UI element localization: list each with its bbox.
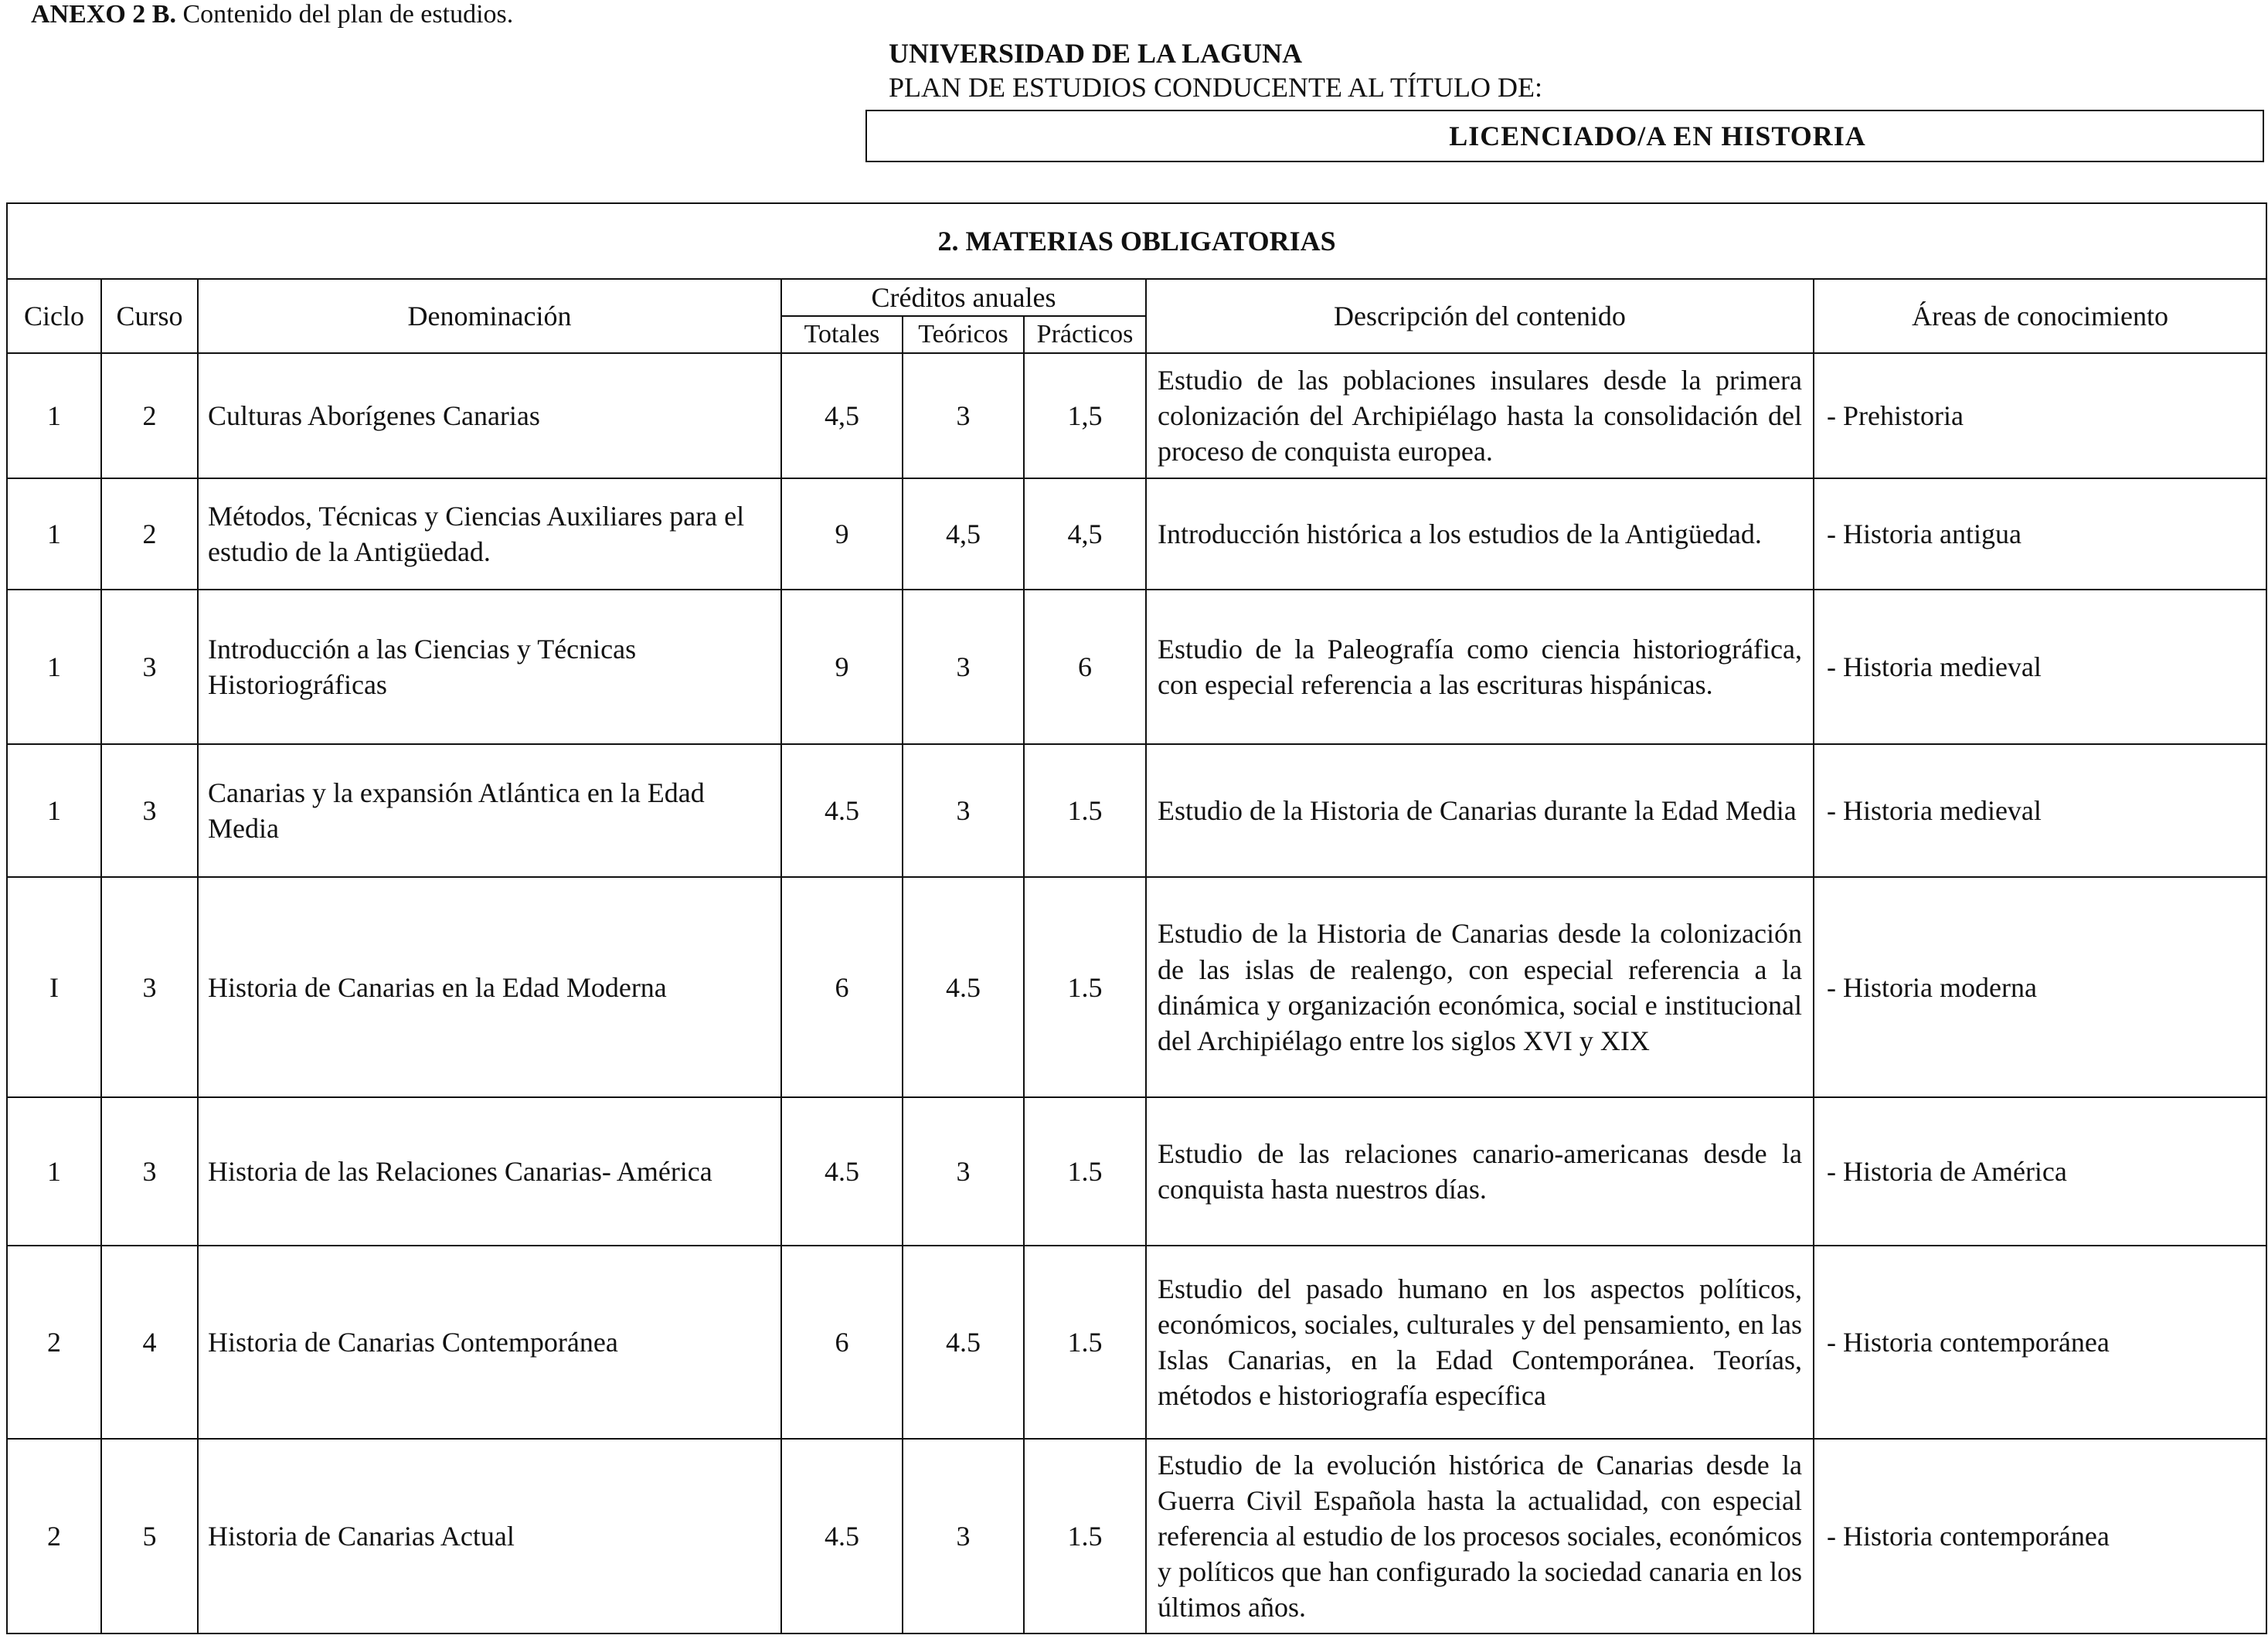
cell-totales: 4,5 bbox=[781, 353, 903, 478]
cell-denominacion: Historia de Canarias en la Edad Moderna bbox=[198, 877, 781, 1097]
cell-descripcion: Estudio de la Paleografía como ciencia historiográfica, con especial referencia a las escrituras hispánicas. bbox=[1146, 590, 1814, 744]
cell-ciclo: 1 bbox=[7, 744, 101, 877]
cell-totales: 4.5 bbox=[781, 744, 903, 877]
cell-curso: 2 bbox=[101, 353, 198, 478]
cell-curso: 2 bbox=[101, 478, 198, 590]
cell-descripcion: Estudio de la evolución histórica de Canarias desde la Guerra Civil Española hasta la actualidad, con especial referencia al estudio de los procesos sociales, económicos y políticos que han configurado la sociedad canaria en los últimos años. bbox=[1146, 1439, 1814, 1634]
cell-totales: 6 bbox=[781, 1246, 903, 1439]
cell-ciclo: 1 bbox=[7, 590, 101, 744]
table-row bbox=[7, 1097, 2266, 1246]
degree-title: LICENCIADO/A EN HISTORIA bbox=[1449, 121, 1866, 151]
col-header-practicos: Prácticos bbox=[1024, 316, 1146, 353]
annex-text: Contenido del plan de estudios. bbox=[182, 0, 514, 29]
cell-teoricos: 4.5 bbox=[903, 1246, 1024, 1439]
cell-practicos: 1.5 bbox=[1024, 877, 1146, 1097]
cell-teoricos: 3 bbox=[903, 1097, 1024, 1246]
cell-teoricos: 3 bbox=[903, 590, 1024, 744]
cell-curso: 4 bbox=[101, 1246, 198, 1439]
cell-descripcion: Estudio del pasado humano en los aspectos políticos, económicos, sociales, culturales y del pensamiento, en las Islas Canarias, en la Edad Contemporánea. Teorías, métodos e historiografía específica bbox=[1146, 1246, 1814, 1439]
table-row bbox=[7, 877, 2266, 1097]
cell-curso: 3 bbox=[101, 1097, 198, 1246]
cell-teoricos: 3 bbox=[903, 353, 1024, 478]
cell-descripcion: Estudio de la Historia de Canarias desde la colonización de las islas de realengo, con especial referencia a la dinámica y organización económica, social e institucional del Archipiélago entre los siglos XVI y XIX bbox=[1146, 877, 1814, 1097]
col-header-descripcion: Descripción del contenido bbox=[1146, 279, 1814, 353]
cell-denominacion: Historia de Canarias Contemporánea bbox=[198, 1246, 781, 1439]
cell-area: - Historia de América bbox=[1814, 1097, 2266, 1246]
cell-practicos: 4,5 bbox=[1024, 478, 1146, 590]
col-header-creditos: Créditos anuales bbox=[781, 279, 1146, 316]
cell-totales: 4.5 bbox=[781, 1097, 903, 1246]
table-row bbox=[7, 744, 2266, 877]
col-header-areas: Áreas de conocimiento bbox=[1814, 279, 2266, 353]
cell-practicos: 1.5 bbox=[1024, 1439, 1146, 1634]
cell-ciclo: 2 bbox=[7, 1246, 101, 1439]
degree-box bbox=[865, 110, 2264, 162]
cell-ciclo: 1 bbox=[7, 353, 101, 478]
cell-descripcion: Estudio de las poblaciones insulares desde la primera colonización del Archipiélago hasta la consolidación del proceso de conquista europea. bbox=[1146, 353, 1814, 478]
cell-teoricos: 3 bbox=[903, 744, 1024, 877]
cell-practicos: 1.5 bbox=[1024, 744, 1146, 877]
annex-heading bbox=[31, 0, 513, 29]
cell-teoricos: 4,5 bbox=[903, 478, 1024, 590]
cell-ciclo: I bbox=[7, 877, 101, 1097]
cell-area: - Historia contemporánea bbox=[1814, 1246, 2266, 1439]
cell-descripcion: Introducción histórica a los estudios de la Antigüedad. bbox=[1146, 478, 1814, 590]
cell-practicos: 1.5 bbox=[1024, 1246, 1146, 1439]
section-title: 2. MATERIAS OBLIGATORIAS bbox=[7, 203, 2266, 279]
table-row bbox=[7, 590, 2266, 744]
university-name: UNIVERSIDAD DE LA LAGUNA bbox=[889, 38, 1303, 69]
cell-denominacion: Canarias y la expansión Atlántica en la Edad Media bbox=[198, 744, 781, 877]
cell-area: - Historia contemporánea bbox=[1814, 1439, 2266, 1634]
subjects-table bbox=[6, 202, 2267, 1634]
cell-ciclo: 1 bbox=[7, 1097, 101, 1246]
cell-denominacion: Métodos, Técnicas y Ciencias Auxiliares para el estudio de la Antigüedad. bbox=[198, 478, 781, 590]
cell-teoricos: 3 bbox=[903, 1439, 1024, 1634]
cell-totales: 6 bbox=[781, 877, 903, 1097]
table-row bbox=[7, 353, 2266, 478]
cell-totales: 4.5 bbox=[781, 1439, 903, 1634]
cell-practicos: 6 bbox=[1024, 590, 1146, 744]
cell-denominacion: Historia de las Relaciones Canarias- América bbox=[198, 1097, 781, 1246]
cell-area: - Historia medieval bbox=[1814, 744, 2266, 877]
plan-title: PLAN DE ESTUDIOS CONDUCENTE AL TÍTULO DE: bbox=[889, 72, 1542, 103]
cell-ciclo: 2 bbox=[7, 1439, 101, 1634]
col-header-teoricos: Teóricos bbox=[903, 316, 1024, 353]
col-header-totales: Totales bbox=[781, 316, 903, 353]
table-row bbox=[7, 1439, 2266, 1634]
cell-area: - Historia antigua bbox=[1814, 478, 2266, 590]
col-header-denominacion: Denominación bbox=[198, 279, 781, 353]
table-row bbox=[7, 478, 2266, 590]
cell-denominacion: Historia de Canarias Actual bbox=[198, 1439, 781, 1634]
cell-denominacion: Culturas Aborígenes Canarias bbox=[198, 353, 781, 478]
cell-totales: 9 bbox=[781, 478, 903, 590]
annex-label: ANEXO 2 B. bbox=[31, 0, 176, 29]
table-row bbox=[7, 1246, 2266, 1439]
cell-area: - Historia moderna bbox=[1814, 877, 2266, 1097]
cell-teoricos: 4.5 bbox=[903, 877, 1024, 1097]
cell-totales: 9 bbox=[781, 590, 903, 744]
cell-descripcion: Estudio de la Historia de Canarias durante la Edad Media bbox=[1146, 744, 1814, 877]
cell-denominacion: Introducción a las Ciencias y Técnicas Historiográficas bbox=[198, 590, 781, 744]
col-header-curso: Curso bbox=[101, 279, 198, 353]
cell-area: - Historia medieval bbox=[1814, 590, 2266, 744]
cell-area: - Prehistoria bbox=[1814, 353, 2266, 478]
cell-practicos: 1.5 bbox=[1024, 1097, 1146, 1246]
cell-curso: 3 bbox=[101, 877, 198, 1097]
cell-practicos: 1,5 bbox=[1024, 353, 1146, 478]
cell-curso: 5 bbox=[101, 1439, 198, 1634]
col-header-ciclo: Ciclo bbox=[7, 279, 101, 353]
cell-curso: 3 bbox=[101, 590, 198, 744]
cell-descripcion: Estudio de las relaciones canario-americanas desde la conquista hasta nuestros días. bbox=[1146, 1097, 1814, 1246]
cell-ciclo: 1 bbox=[7, 478, 101, 590]
cell-curso: 3 bbox=[101, 744, 198, 877]
